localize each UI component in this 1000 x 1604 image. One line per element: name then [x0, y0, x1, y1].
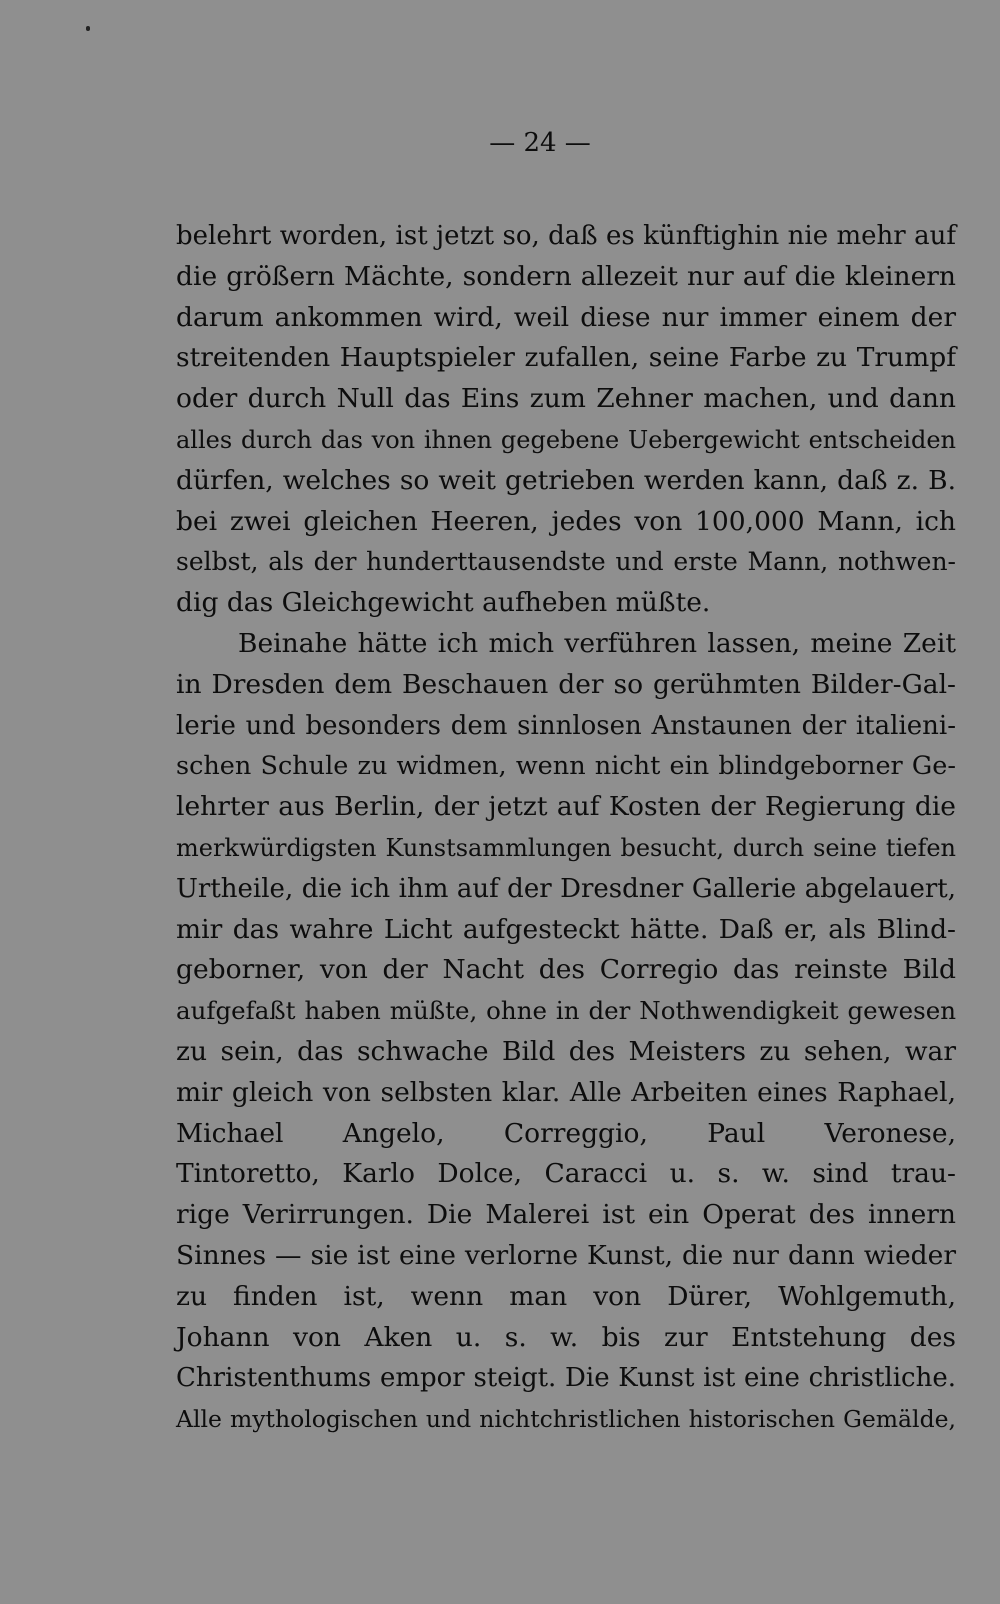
text-line: alles durch das von ihnen gegebene Uebergewicht entscheiden	[176, 425, 956, 454]
text-line: Tintoretto, Karlo Dolce, Caracci u. s. w. sind trau-	[176, 1158, 956, 1190]
text-line: aufgefaßt haben müßte, ohne in der Nothwendigkeit gewesen	[176, 996, 956, 1026]
text-line: oder durch Null das Eins zum Zehner machen, und dann	[176, 383, 956, 415]
text-line: rige Verirrungen. Die Malerei ist ein Operat des innern	[176, 1199, 956, 1231]
text-line: lehrter aus Berlin, der jetzt auf Kosten der Regierung die	[176, 791, 956, 823]
text-line: Urtheile, die ich ihm auf der Dresdner Gallerie abgelauert,	[176, 873, 956, 904]
text-line: merkwürdigsten Kunstsammlungen besucht, durch seine tiefen	[176, 833, 956, 862]
text-line: Michael Angelo, Correggio, Paul Veronese,	[176, 1117, 956, 1149]
text-line: geborner, von der Nacht des Corregio das reinste Bild	[176, 954, 956, 986]
text-line: bei zwei gleichen Heeren, jedes von 100,000 Mann, ich	[176, 505, 956, 537]
text-line: streitenden Hauptspieler zufallen, seine Farbe zu Trumpf	[176, 342, 956, 374]
paper-speck	[86, 26, 90, 31]
text-line: Alle mythologischen und nichtchristlichen historischen Gemälde,	[176, 1405, 956, 1434]
text-line: zu finden ist, wenn man von Dürer, Wohlgemuth,	[176, 1280, 956, 1312]
text-line: zu sein, das schwache Bild des Meisters zu sehen, war	[176, 1035, 956, 1067]
text-line: belehrt worden, ist jetzt so, daß es künftighin nie mehr auf	[176, 221, 956, 251]
text-line: mir das wahre Licht aufgesteckt hätte. Daß er, als Blind-	[176, 913, 956, 945]
text-line: Christenthums empor steigt. Die Kunst ist eine christliche.	[176, 1363, 956, 1394]
page-number: — 24 —	[489, 128, 591, 158]
text-line: dig das Gleichgewicht aufheben müßte.	[176, 587, 711, 619]
text-line: die größern Mächte, sondern allezeit nur auf die kleinern	[176, 260, 956, 292]
text-line: in Dresden dem Beschauen der so gerühmten Bilder-Gal-	[176, 668, 956, 700]
text-line: darum ankommen wird, weil diese nur immer einem der	[176, 301, 956, 333]
text-line: Sinnes — sie ist eine verlorne Kunst, die nur dann wieder	[176, 1239, 956, 1271]
text-line: Beinahe hätte ich mich verführen lassen, meine Zeit	[238, 627, 956, 659]
text-line: mir gleich von selbsten klar. Alle Arbeiten eines Raphael,	[176, 1076, 956, 1108]
text-line: schen Schule zu widmen, wenn nicht ein blindgeborner Ge-	[176, 751, 956, 782]
text-line: lerie und besonders dem sinnlosen Anstaunen der italieni-	[176, 710, 956, 741]
text-line: selbst, als der hunderttausendste und erste Mann, nothwen-	[176, 547, 956, 577]
text-line: Johann von Aken u. s. w. bis zur Entstehung des	[176, 1321, 956, 1353]
body-text	[176, 216, 956, 1440]
text-line: dürfen, welches so weit getrieben werden kann, daß z. B.	[176, 464, 956, 496]
